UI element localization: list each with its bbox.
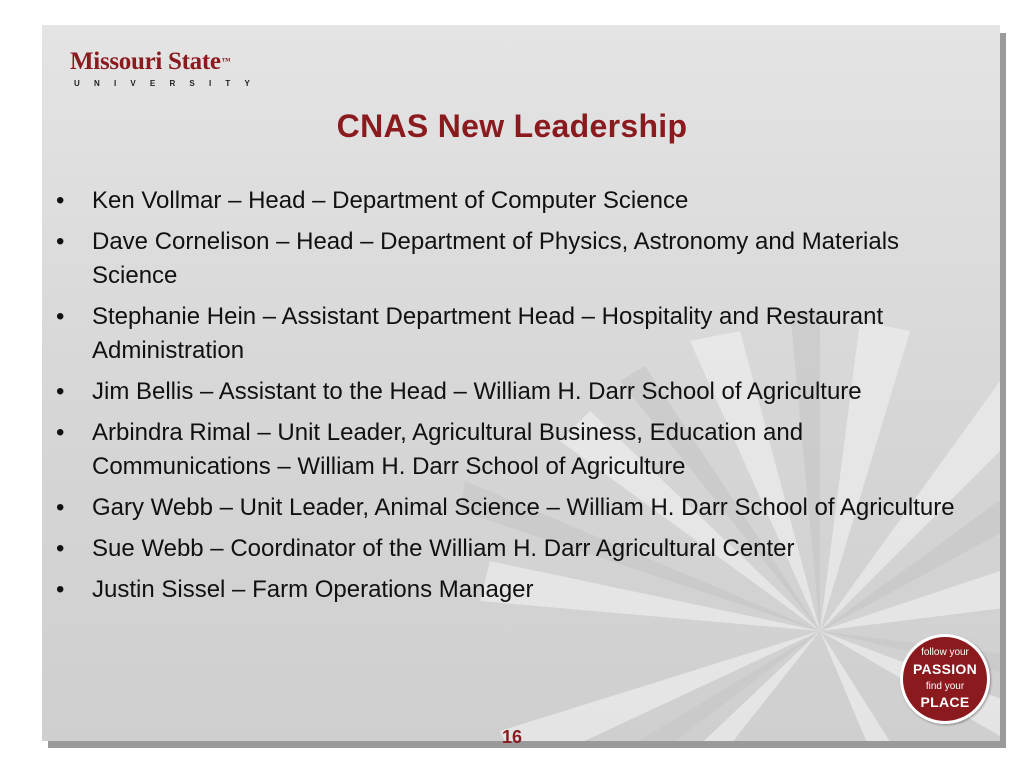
bullet-icon: • — [56, 419, 65, 446]
list-item-text: Gary Webb – Unit Leader, Animal Science – William H. Darr School of Agriculture — [92, 494, 955, 521]
bullet-icon: • — [56, 303, 65, 330]
list-item-text: Arbindra Rimal – Unit Leader, Agricultural Business, Education and Communications – William H. Darr School of Agriculture — [92, 419, 804, 480]
list-item-text: Sue Webb – Coordinator of the William H. Darr Agricultural Center — [92, 535, 795, 562]
list-item — [56, 300, 986, 368]
list-item — [56, 416, 986, 484]
badge-line-4: PLACE — [920, 694, 970, 710]
logo-subtitle: UNIVERSITY — [74, 79, 265, 88]
slide-title: CNAS New Leadership — [336, 108, 688, 144]
list-item — [56, 184, 986, 218]
list-item — [56, 375, 986, 409]
leadership-list — [56, 184, 986, 614]
list-item-text: Dave Cornelison – Head – Department of Physics, Astronomy and Materials Science — [92, 228, 900, 289]
list-item — [56, 225, 986, 293]
badge-line-1: follow your — [921, 647, 969, 658]
bullet-icon: • — [56, 576, 65, 603]
bullet-icon: • — [56, 187, 65, 214]
logo-wordmark: Missouri State™ — [70, 48, 231, 75]
list-item — [56, 573, 986, 607]
follow-your-passion-badge — [900, 634, 992, 726]
list-item — [56, 491, 986, 525]
list-item-text: Ken Vollmar – Head – Department of Computer Science — [92, 187, 689, 214]
list-item-text: Stephanie Hein – Assistant Department Head – Hospitality and Restaurant Administration — [92, 303, 884, 364]
list-item-text: Justin Sissel – Farm Operations Manager — [92, 576, 534, 603]
bullet-icon: • — [56, 535, 65, 562]
bullet-icon: • — [56, 494, 65, 521]
badge-line-2: PASSION — [912, 661, 978, 677]
list-item — [56, 532, 986, 566]
missouri-state-logo — [70, 48, 270, 94]
badge-line-3: find your — [925, 681, 965, 692]
page-number: 16 — [501, 727, 523, 747]
bullet-icon: • — [56, 228, 65, 255]
list-item-text: Jim Bellis – Assistant to the Head – William H. Darr School of Agriculture — [92, 378, 862, 405]
bullet-icon: • — [56, 378, 65, 405]
